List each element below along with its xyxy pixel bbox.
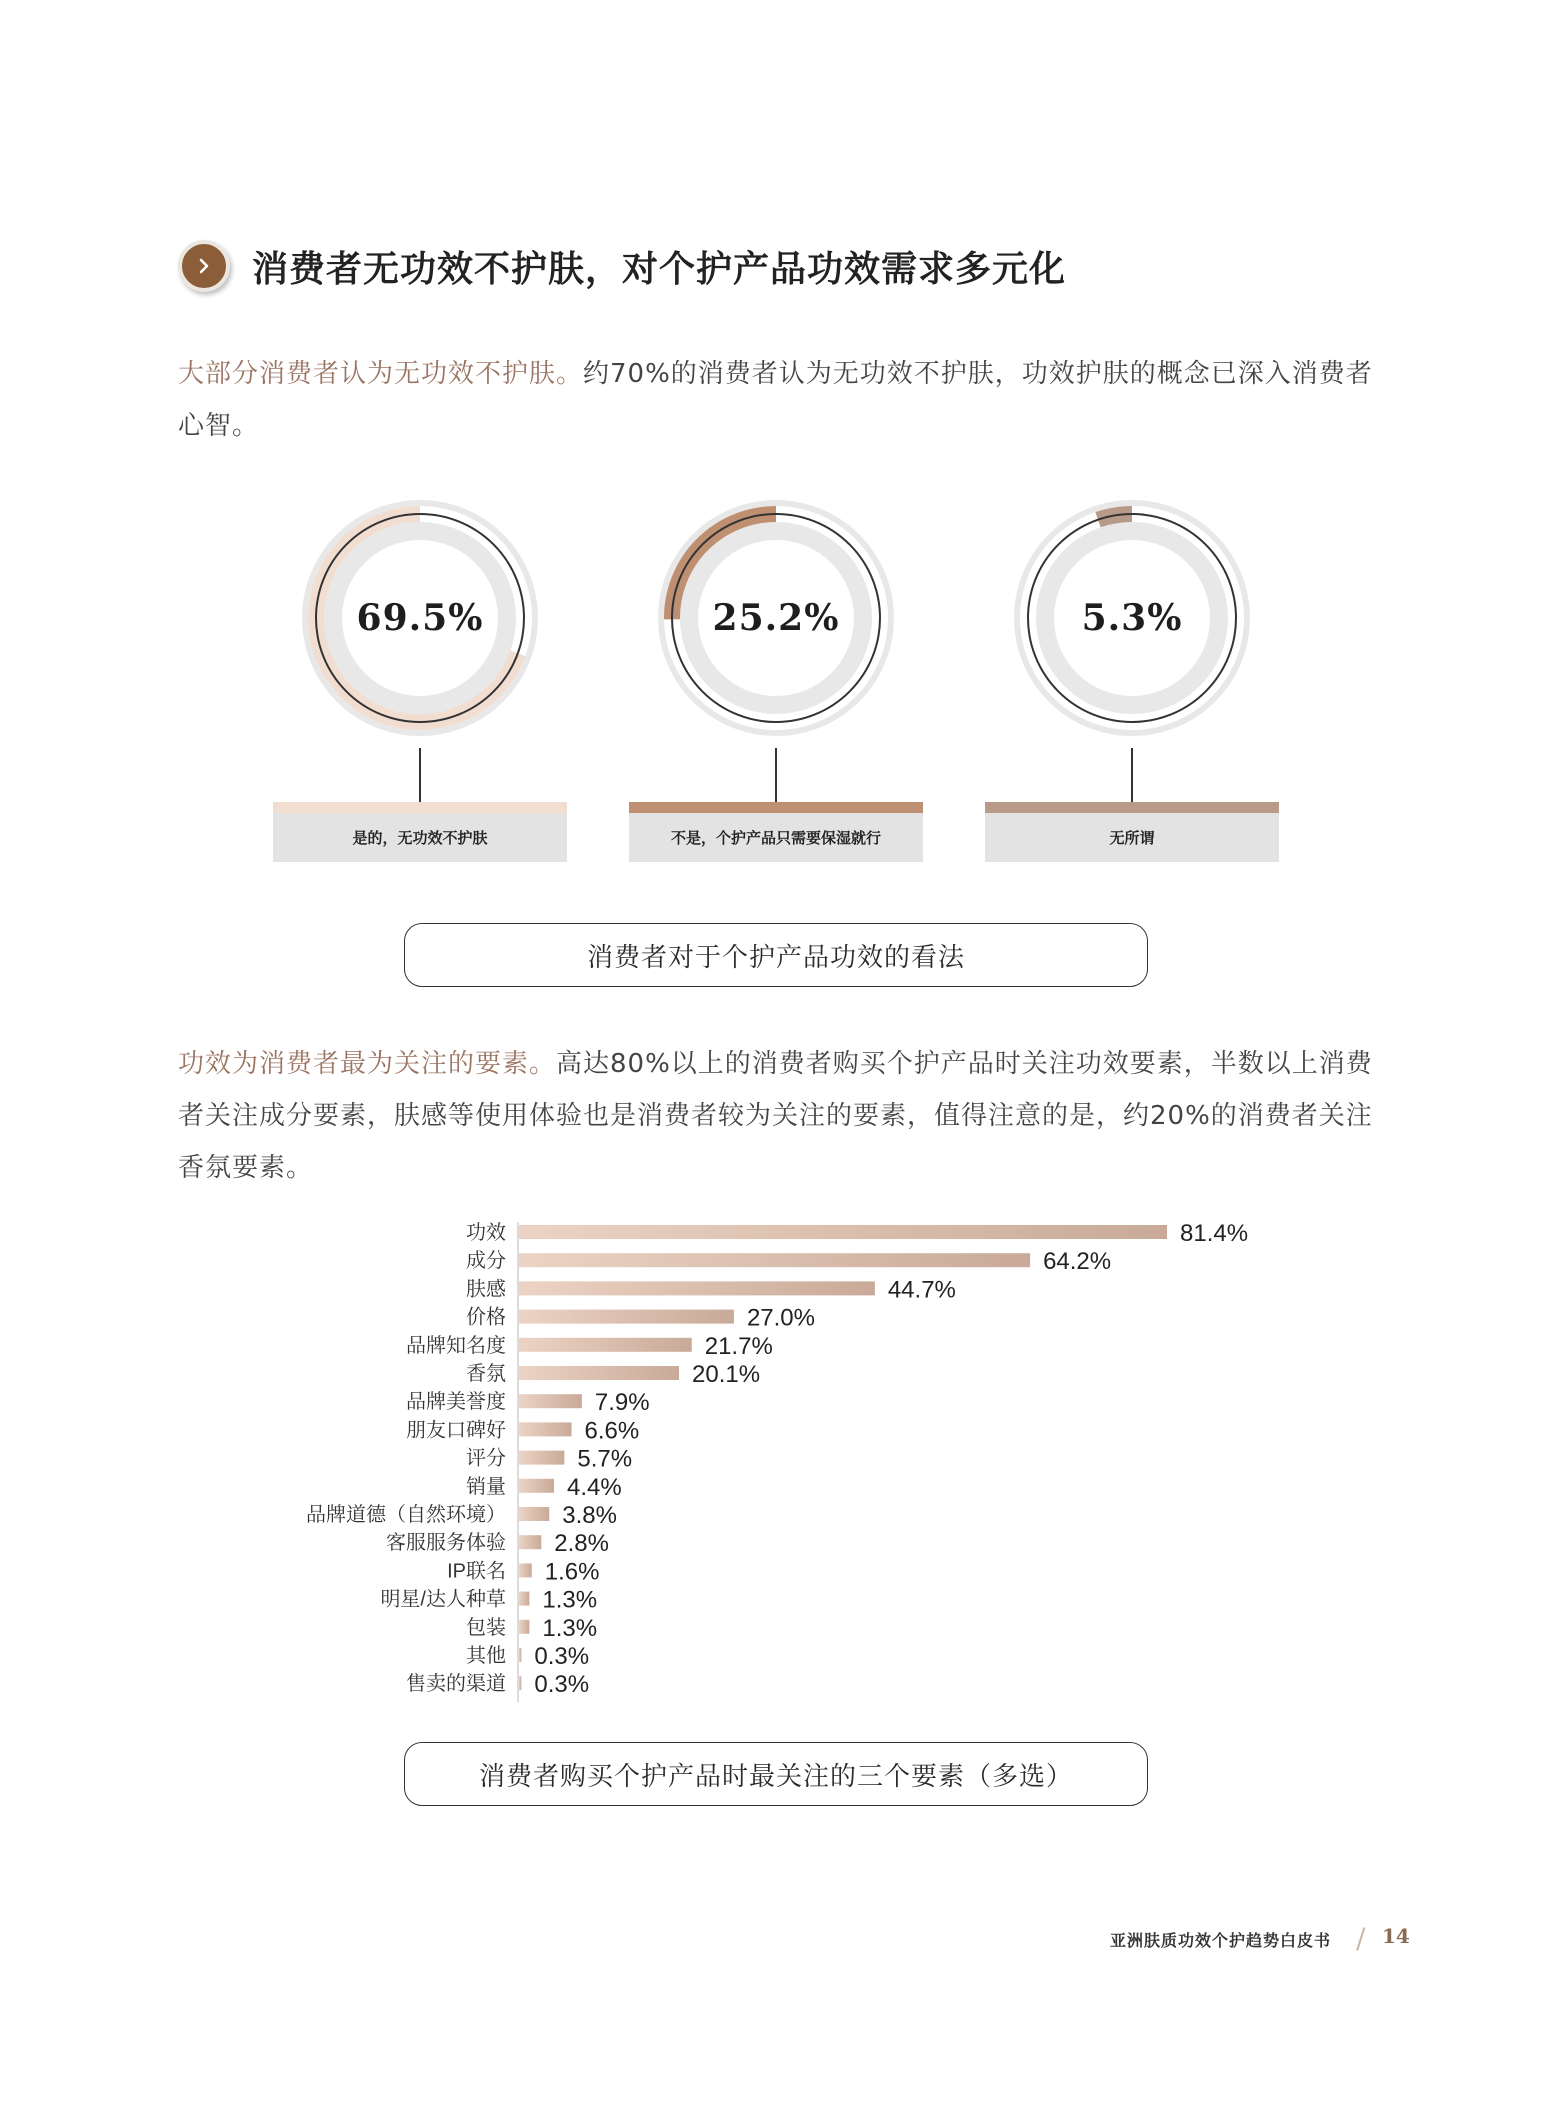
bar [519,1422,572,1436]
bar [519,1281,875,1295]
bar [519,1535,541,1549]
bar-category-label: 朋友口碑好 [406,1419,506,1442]
bar [519,1225,1167,1239]
bar-value-label: 81.4% [1180,1220,1249,1247]
bar [519,1648,521,1662]
option-agree [273,802,567,862]
connector-line [775,748,777,802]
chevron-right-icon [178,240,230,292]
option-color-strip [985,802,1279,813]
section-heading [178,236,1066,296]
paragraph-lead: 功效为消费者最为关注的要素。 [178,1049,557,1079]
bar-value-label: 2.8% [554,1530,609,1558]
bar-value-label: 20.1% [692,1361,761,1388]
factors-paragraph [178,1038,1374,1194]
bar [519,1394,582,1408]
bar [519,1338,692,1352]
bar [519,1479,554,1493]
bar-category-label: 品牌美誉度 [406,1391,506,1414]
bar [519,1563,532,1577]
option-label: 不是，个护产品只需要保湿就行 [670,829,881,847]
bar [519,1507,549,1521]
bar-value-label: 5.7% [577,1445,633,1473]
section-title: 消费者无功效不护肤，对个护产品功效需求多元化 [252,248,1067,290]
bar [519,1451,564,1465]
paragraph-body: 高达80%以上的消费者购买个护产品时关注功效要素，半数以上消费者关注成分要素，肤感等使用体验也是消费者较为关注的要素，值得注意的是，约20%的消费者关注香氛要素。 [178,1049,1373,1183]
bar-category-label: 肤感 [466,1278,506,1301]
bar [519,1310,734,1324]
bar-value-label: 3.8% [562,1502,617,1529]
bar [519,1620,529,1634]
paragraph-lead: 大部分消费者认为无功效不护肤。 [178,359,584,389]
paragraph-body: 约70%的消费者认为无功效不护肤，功效护肤的概念已深入消费者心智。 [178,359,1373,441]
donut-chart-indifferent [1002,488,1262,748]
bar-category-label: 售卖的渠道 [406,1673,506,1696]
bar-value-label: 1.6% [544,1558,600,1586]
footer-separator: / [1356,1922,1366,1955]
option-color-strip [629,802,923,813]
bar-value-label: 7.9% [594,1389,650,1417]
option-indifferent [985,802,1279,862]
bar [519,1592,529,1606]
option-label: 无所谓 [1109,829,1155,847]
bar-category-label: 品牌道德（自然环境） [306,1504,506,1526]
donut-chart-agree [290,488,550,748]
bar-value-label: 0.3% [534,1643,590,1670]
bar-category-label: 客服服务体验 [386,1532,506,1555]
bar-value-label: 1.3% [542,1614,598,1642]
footer-title: 亚洲肤质功效个护趋势白皮书 [1110,1931,1332,1950]
connector-line [1131,748,1133,802]
figure-caption-opinion: 消费者对于个护产品功效的看法 [404,923,1148,987]
figure-caption-factors: 消费者购买个护产品时最关注的三个要素（多选） [404,1742,1148,1806]
donut-value: 5.3% [1081,597,1183,639]
bar-value-label: 4.4% [567,1473,622,1501]
factors-bar-chart [0,1210,1554,1710]
bar-category-label: 销量 [466,1475,506,1498]
bar-value-label: 21.7% [704,1332,773,1360]
bar-category-label: 成分 [466,1250,506,1273]
bar-category-label: IP联名 [447,1560,506,1583]
bar-category-label: 明星/达人种草 [380,1588,506,1611]
bar-category-label: 包装 [466,1616,506,1639]
bar-value-label: 0.3% [534,1671,590,1699]
bar [519,1676,521,1690]
bar-category-label: 功效 [466,1222,506,1244]
intro-paragraph [178,348,1374,452]
bar-category-label: 评分 [466,1447,506,1470]
donut-chart-disagree [646,488,906,748]
bar [519,1366,679,1380]
bar-value-label: 27.0% [746,1304,816,1332]
bar-value-label: 6.6% [584,1417,640,1445]
option-label: 是的，无功效不护肤 [352,829,488,847]
bar-value-label: 64.2% [1043,1248,1112,1276]
bar-category-label: 其他 [466,1645,506,1667]
bar-category-label: 品牌知名度 [406,1334,506,1357]
option-disagree [629,802,923,862]
bar-value-label: 44.7% [887,1276,956,1304]
option-color-strip [273,802,567,813]
donut-value: 69.5% [356,597,484,639]
connector-line [419,748,421,802]
bar-value-label: 1.3% [542,1586,598,1614]
donut-value: 25.2% [712,597,840,639]
bar-category-label: 价格 [466,1306,506,1329]
bar [519,1253,1030,1267]
page-number: 14 [1382,1924,1410,1948]
bar-category-label: 香氛 [466,1363,506,1385]
